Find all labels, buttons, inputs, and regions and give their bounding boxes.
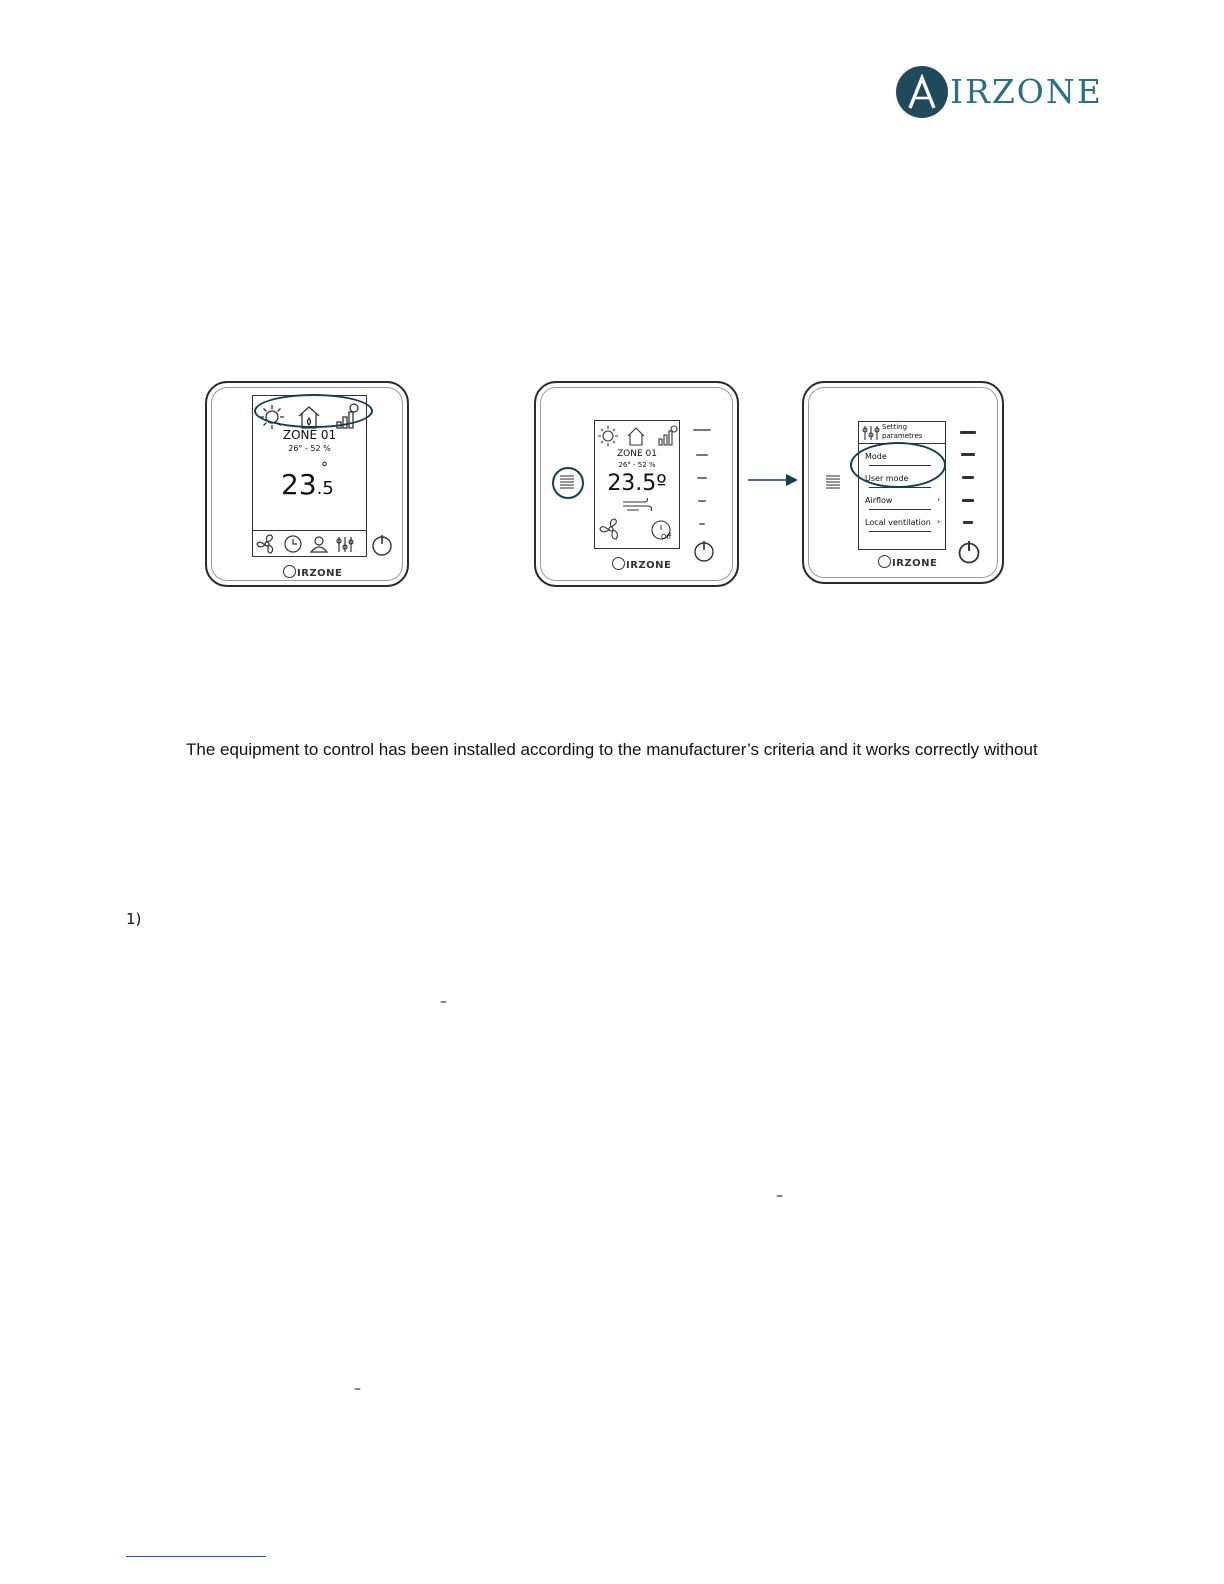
thermostat-touch — [205, 381, 409, 587]
mode-icons-highlight — [254, 394, 373, 428]
zone-name: ZONE 01 — [282, 428, 337, 442]
menu-item-local-ventilation[interactable]: Local ventilation — [865, 518, 931, 527]
settings-icon — [337, 537, 353, 552]
side-button-5[interactable] — [699, 523, 705, 525]
brand-ring-icon — [878, 555, 891, 568]
logo-a-icon — [896, 66, 948, 118]
menu-title: Setting parametres — [882, 423, 923, 440]
clock-icon — [285, 536, 301, 552]
side-button-2[interactable] — [961, 453, 975, 456]
logo-wordmark: IRZONE — [950, 72, 1103, 111]
footnote-separator — [126, 1556, 266, 1557]
side-button-1[interactable] — [960, 431, 976, 434]
bottom-icons-row — [255, 533, 365, 555]
power-icon-3[interactable] — [956, 539, 982, 565]
side-button-4[interactable] — [962, 499, 974, 502]
settings-icon-3 — [861, 424, 881, 442]
chevron-right-icon: › — [937, 517, 941, 526]
side-button-1[interactable] — [693, 429, 711, 431]
dash-mark-2: – — [776, 1188, 783, 1204]
logo-circle — [896, 66, 948, 118]
off-label: Off — [661, 533, 672, 541]
menu-items-highlight — [850, 442, 946, 488]
temperature-int: 23 — [281, 468, 317, 501]
side-button-4[interactable] — [698, 500, 706, 502]
power-icon[interactable] — [370, 533, 394, 557]
side-button-5[interactable] — [963, 521, 973, 524]
menu-item-airflow[interactable]: Airflow — [865, 496, 893, 505]
temperature — [281, 460, 334, 501]
thermostat-buttons — [534, 381, 739, 587]
temperature-dec: .5 — [316, 478, 334, 499]
airzone-logo — [896, 66, 1103, 120]
brand-ring-icon — [283, 565, 296, 578]
signal-icon — [659, 426, 677, 445]
thermostat-settings — [802, 381, 1004, 584]
fan-icon-2 — [599, 517, 623, 541]
device-brand-2: IRZONE — [612, 557, 671, 571]
menu-button-highlight — [552, 467, 584, 499]
setpoint-humidity-2: 26° - 52 % — [618, 461, 656, 469]
user-icon — [311, 537, 327, 552]
list-marker-1: 1) — [126, 910, 142, 928]
device-brand-3: IRZONE — [878, 555, 937, 569]
dash-mark-1: – — [440, 994, 447, 1010]
fan-icon — [257, 535, 273, 553]
arrow-right-icon — [748, 472, 800, 488]
power-icon-2[interactable] — [692, 539, 716, 563]
zone-name-2: ZONE 01 — [617, 449, 657, 459]
dash-mark-3: – — [354, 1381, 361, 1397]
brand-ring-icon — [612, 557, 625, 570]
setpoint-humidity: 26° - 52 % — [288, 444, 331, 453]
thermostat-buttons-screen — [594, 420, 680, 549]
menu-list-icon-3[interactable] — [824, 471, 846, 493]
airflow-icon — [621, 497, 653, 513]
mode-icons-row-2 — [597, 423, 679, 449]
temperature-2: 23.5º — [607, 471, 667, 496]
menu-item-mode[interactable]: Mode — [865, 452, 887, 461]
device-brand: IRZONE — [283, 565, 342, 579]
side-button-3[interactable] — [697, 477, 707, 479]
paragraph-installation: The equipment to control has been installed according to the manufacturer’s criteria and it works correctly without — [186, 740, 1038, 759]
side-button-2[interactable] — [696, 454, 708, 456]
home-icon — [628, 428, 644, 445]
degree: ° — [321, 460, 328, 476]
menu-item-user-mode[interactable]: User mode — [865, 474, 909, 483]
side-button-3[interactable] — [962, 476, 974, 479]
chevron-right-icon: › — [937, 495, 941, 504]
sun-icon — [598, 426, 618, 446]
